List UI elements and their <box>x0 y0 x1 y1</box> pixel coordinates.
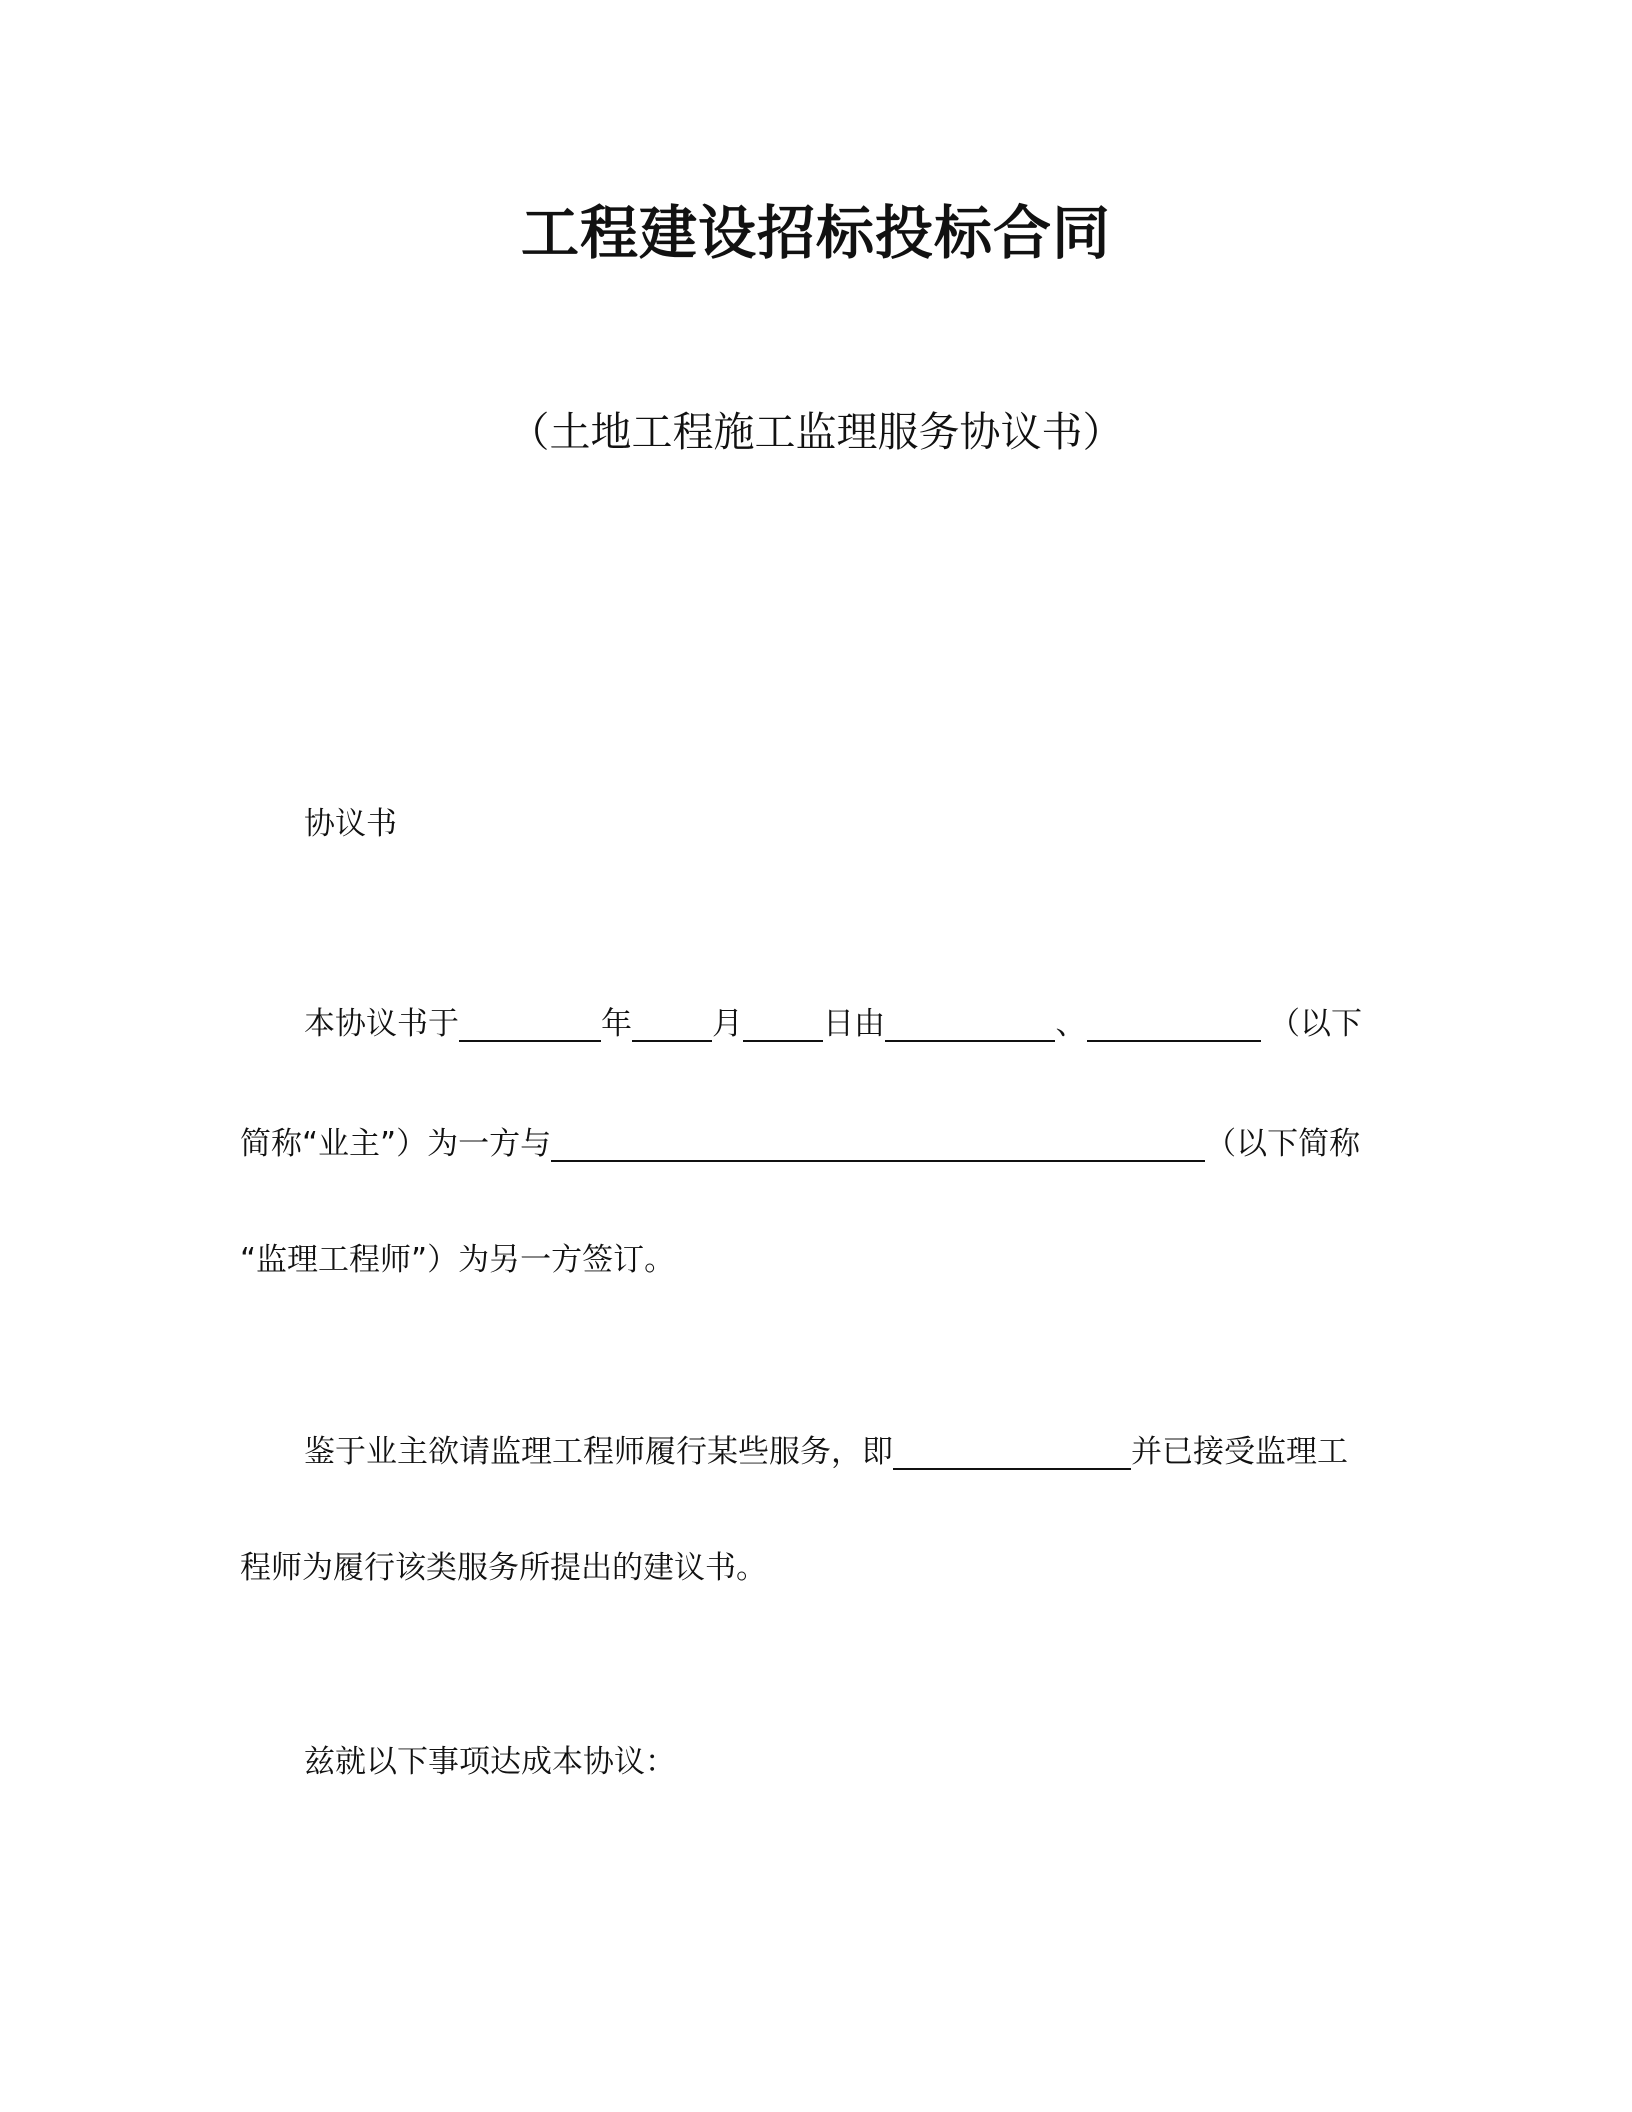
whereas-line-2: 程师为履行该类服务所提出的建议书。 <box>240 1550 767 1586</box>
document-subtitle: （土地工程施工监理服务协议书） <box>508 408 1124 456</box>
text-hereinafter-abbrev: （以下简称 <box>1205 1126 1361 1162</box>
blank-year[interactable] <box>459 1004 601 1042</box>
text-separator: 、 <box>1055 1006 1087 1042</box>
text-month: 月 <box>712 1006 743 1042</box>
text-day-by: 日由 <box>823 1006 885 1042</box>
text-agreement-date-prefix: 本协议书于 <box>304 1006 459 1042</box>
blank-engineer[interactable] <box>551 1124 1205 1162</box>
agreement-line-3: “监理工程师”）为另一方签订。 <box>240 1242 676 1278</box>
blank-owner-1[interactable] <box>885 1004 1055 1042</box>
blank-owner-2[interactable] <box>1087 1004 1261 1042</box>
document-title: 工程建设招标投标合同 <box>520 199 1111 267</box>
text-whereas: 鉴于业主欲请监理工程师履行某些服务，即 <box>304 1434 893 1470</box>
section-heading: 协议书 <box>304 806 397 842</box>
blank-services[interactable] <box>893 1432 1131 1470</box>
agreement-line-1 <box>304 1002 1362 1046</box>
whereas-line-1 <box>304 1430 1348 1474</box>
agreement-line-2 <box>240 1122 1360 1166</box>
blank-day[interactable] <box>743 1004 823 1042</box>
text-year: 年 <box>601 1006 632 1042</box>
text-owner-abbrev: 简称“业主”）为一方与 <box>240 1126 552 1162</box>
text-accepted: 并已接受监理工 <box>1131 1434 1348 1470</box>
text-hereinafter: （以下 <box>1269 1006 1362 1042</box>
blank-month[interactable] <box>632 1004 712 1042</box>
agreement-intro: 兹就以下事项达成本协议： <box>304 1744 676 1780</box>
